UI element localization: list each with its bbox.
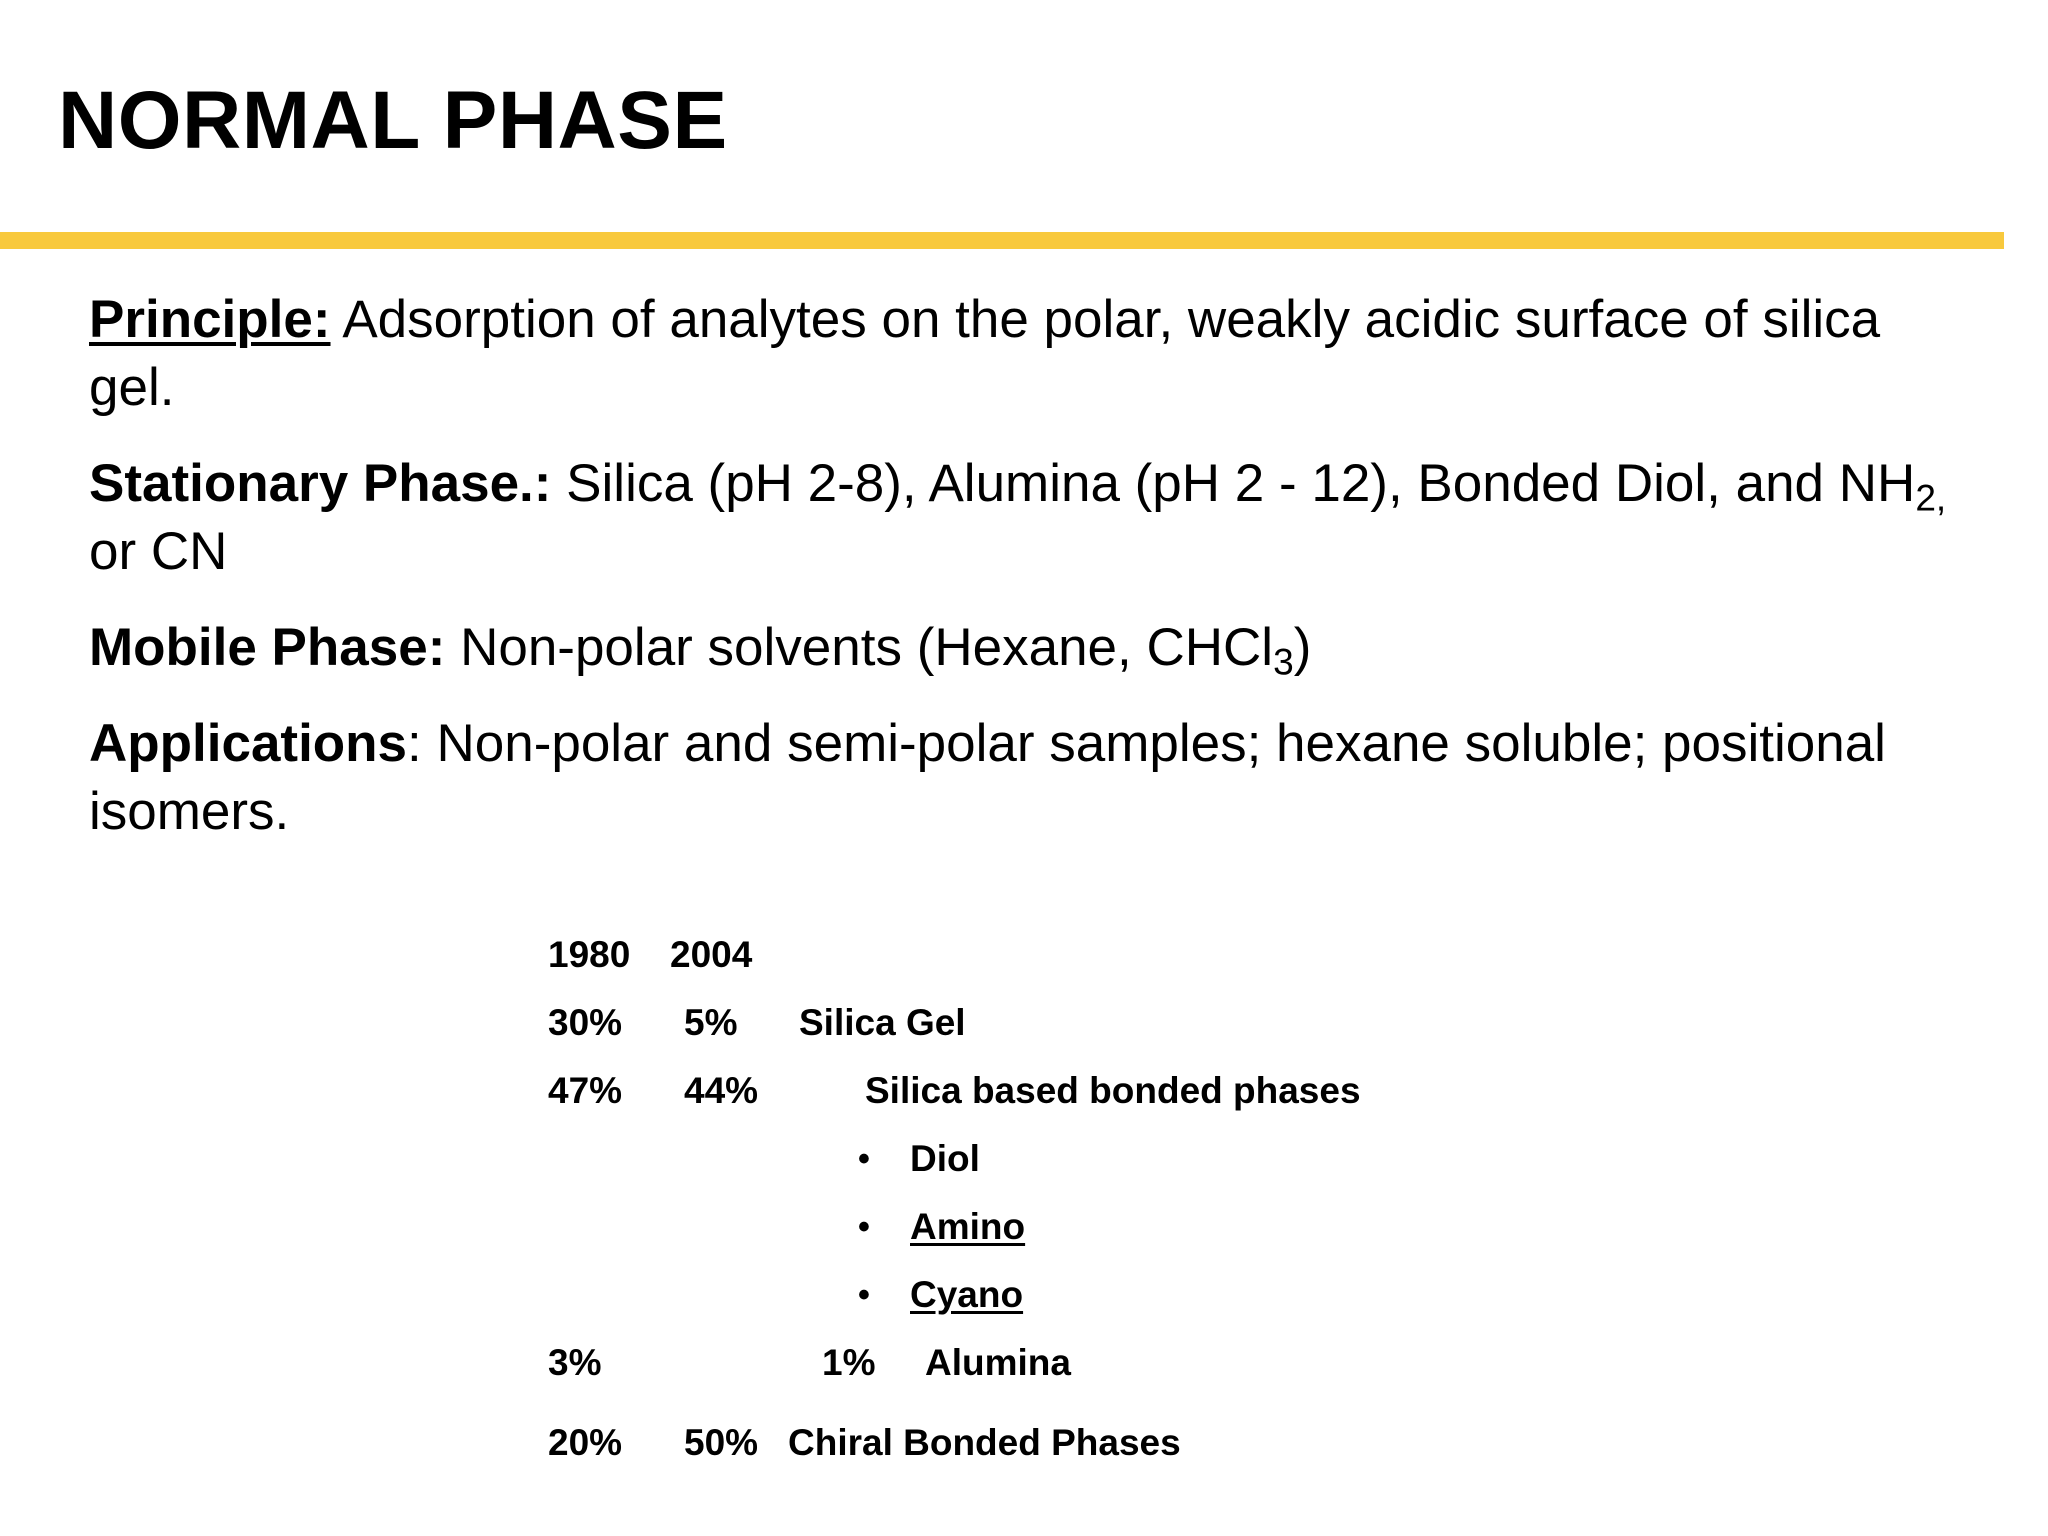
principle-label: Principle: (89, 290, 331, 349)
silica-gel-1980-value: 30% (548, 1002, 623, 1043)
stationary-phase-label: Stationary Phase.: (89, 454, 552, 513)
chiral-2004-value: 50% (684, 1422, 759, 1463)
applications-label: Applications (89, 714, 408, 773)
bullet-icon: • (858, 1208, 870, 1246)
chiral-1980-value: 20% (548, 1422, 623, 1463)
silica-gel-2004-value: 5% (684, 1002, 738, 1043)
stationary-phase-subscript: 2, (1915, 476, 1947, 519)
applications-text: : Non-polar and semi-polar samples; hexane soluble; positional isomers. (89, 714, 1886, 841)
bonded-phases-1980-value: 47% (548, 1070, 623, 1111)
bullet-icon: • (858, 1276, 870, 1314)
bullet-icon: • (858, 1140, 870, 1178)
alumina-2004-value: 1% (822, 1342, 876, 1383)
principle-text: Adsorption of analytes on the polar, weakly acidic surface of silica gel. (89, 290, 1881, 417)
stationary-phase-text-end: or CN (89, 522, 228, 581)
sub-item-cyano[interactable]: Cyano (910, 1274, 1024, 1315)
bonded-phases-2004-value: 44% (684, 1070, 759, 1111)
sub-item-amino[interactable]: Amino (910, 1206, 1026, 1247)
mobile-phase-text-end: ) (1293, 618, 1312, 677)
sub-item-diol: Diol (910, 1138, 980, 1179)
slide-title: NORMAL PHASE (58, 75, 728, 166)
mobile-phase-text: Non-polar solvents (Hexane, CHCl (445, 618, 1274, 677)
alumina-1980-value: 3% (548, 1342, 602, 1383)
alumina-label: Alumina (925, 1342, 1071, 1383)
bonded-phases-label: Silica based bonded phases (865, 1070, 1361, 1111)
column-header-1980: 1980 (548, 934, 631, 975)
mobile-phase-subscript: 3 (1273, 640, 1294, 683)
mobile-phase-label: Mobile Phase: (89, 618, 446, 677)
chiral-label: Chiral Bonded Phases (788, 1422, 1181, 1463)
column-header-2004: 2004 (670, 934, 753, 975)
stationary-phase-text: Silica (pH 2-8), Alumina (pH 2 - 12), Bonded Diol, and NH (551, 454, 1916, 513)
silica-gel-label: Silica Gel (799, 1002, 966, 1043)
